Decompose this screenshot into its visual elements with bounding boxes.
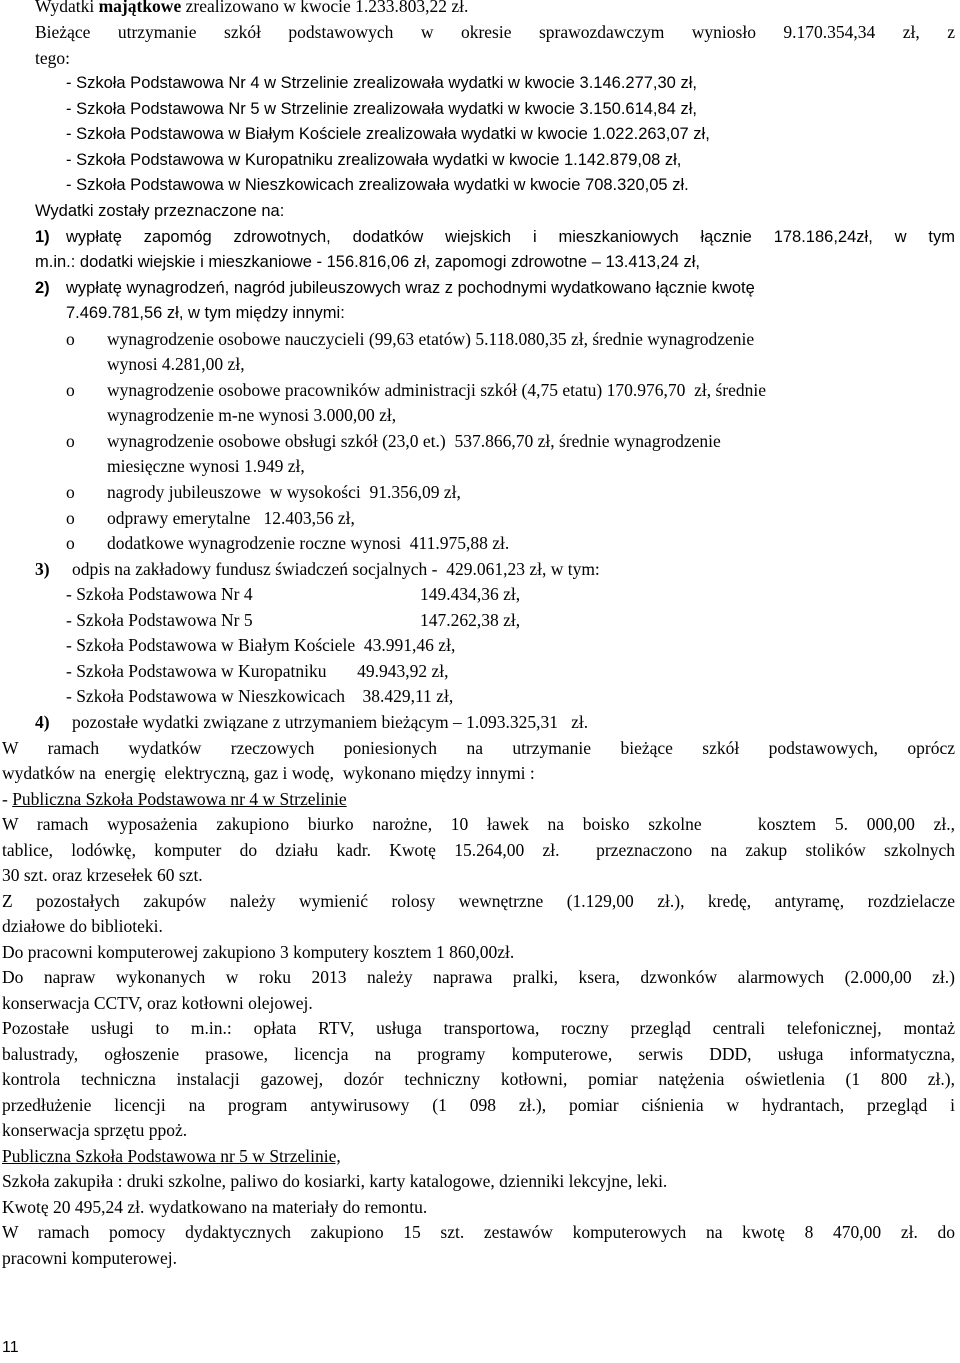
majatkowe-line (35, 0, 468, 19)
bullet-text: miesięczne wynosi 1.949 zł, (107, 456, 305, 476)
list-item-text: odpis na zakładowy fundusz świadczeń socjalnych - 429.061,23 zł, w tym: (72, 559, 600, 579)
school-amount: 147.262,38 zł, (420, 610, 521, 630)
bullet-text: dodatkowe wynagrodzenie roczne wynosi 411.975,88 zł. (107, 533, 510, 553)
page-number: 11 (2, 1339, 19, 1356)
paragraph-line: pracowni komputerowej. (2, 1248, 177, 1268)
paragraph-line: Kwotę 20 495,24 zł. wydatkowano na materiały do remontu. (2, 1197, 428, 1217)
paragraph-line: W ramach wyposażenia zakupiono biurko narożne, 10 ławek na boisko szkolne kosztem 5. 000,00 zł., (2, 814, 955, 834)
list-item-text: 7.469.781,56 zł, w tym między innymi: (66, 304, 345, 322)
bullet-icon: o (66, 431, 75, 451)
school-item: - Szkoła Podstawowa w Kuropatniku zrealizowała wydatki w kwocie 1.142.879,08 zł, (66, 151, 682, 169)
school-heading: Publiczna Szkoła Podstawowa nr 5 w Strzelinie, (2, 1146, 341, 1166)
bullet-text: odprawy emerytalne 12.403,56 zł, (107, 508, 355, 528)
paragraph-line: W ramach pomocy dydaktycznych zakupiono 15 szt. zestawów komputerowych na kwotę 8 470,00 zł. do (2, 1222, 955, 1242)
bullet-icon: o (66, 482, 75, 502)
total-current-line: Bieżące utrzymanie szkół podstawowych w okresie sprawozdawczym wyniosło 9.170.354,34 zł, z (35, 22, 955, 42)
paragraph-line: W ramach wydatków rzeczowych poniesionych na utrzymanie bieżące szkół podstawowych, oprócz (2, 738, 955, 758)
school-item: - Szkoła Podstawowa w Nieszkowicach zrealizowała wydatki w kwocie 708.320,05 zł. (66, 176, 689, 194)
bullet-text: wynagrodzenie osobowe pracowników administracji szkół (4,75 etatu) 170.976,70 zł, średnie (107, 380, 766, 400)
paragraph-line: Z pozostałych zakupów należy wymienić rolosy wewnętrzne (1.129,00 zł.), kredę, antyramę, rozdzielacze (2, 891, 955, 911)
bullet-text: wynagrodzenie osobowe obsługi szkół (23,0 et.) 537.866,70 zł, średnie wynagrodzenie (107, 431, 721, 451)
paragraph-line: kontrola techniczna instalacji gazowej, dozór techniczny kotłowni, pomiar natężenia oświetlenia (1 800 zł.), (2, 1069, 955, 1089)
bold-text: majątkowe (98, 0, 182, 16)
paragraph-line: konserwacja sprzętu ppoż. (2, 1120, 188, 1140)
school-item: - Szkoła Podstawowa w Białym Kościele 43.991,46 zł, (66, 635, 456, 655)
school-item: - Szkoła Podstawowa w Kuropatniku 49.943,92 zł, (66, 661, 449, 681)
school-heading (2, 787, 347, 812)
list-number: 3) (35, 559, 50, 579)
school-name: - Szkoła Podstawowa Nr 4 (66, 584, 253, 604)
bullet-text: wynagrodzenie m-ne wynosi 3.000,00 zł, (107, 405, 397, 425)
school-item: - Szkoła Podstawowa Nr 4 w Strzelinie zrealizowała wydatki w kwocie 3.146.277,30 zł, (66, 74, 697, 92)
text-line: tego: (35, 48, 70, 68)
paragraph-line: tablice, lodówkę, komputer do działu kadr. Kwotę 15.264,00 zł. przeznaczono na zakup stolików szkolnych (2, 840, 955, 860)
text: Wydatki (35, 0, 99, 16)
bullet-icon: o (66, 329, 75, 349)
bullet-icon: o (66, 380, 75, 400)
paragraph-line: Pozostałe usługi to m.in.: opłata RTV, usługa transportowa, roczny przegląd centrali telefonicznej, montaż (2, 1018, 955, 1038)
list-item-text: wypłatę zapomóg zdrowotnych, dodatków wiejskich i mieszkaniowych łącznie 178.186,24zł, w tym (66, 228, 955, 246)
list-number: 2) (35, 279, 50, 297)
school-item: - Szkoła Podstawowa Nr 5 w Strzelinie zrealizowała wydatki w kwocie 3.150.614,84 zł, (66, 100, 697, 118)
bullet-icon: o (66, 508, 75, 528)
school-item: - Szkoła Podstawowa w Białym Kościele zrealizowała wydatki w kwocie 1.022.263,07 zł, (66, 125, 710, 143)
bullet-icon: o (66, 533, 75, 553)
bullet-text: nagrody jubileuszowe w wysokości 91.356,09 zł, (107, 482, 461, 502)
school-item: - Szkoła Podstawowa w Nieszkowicach 38.429,11 zł, (66, 686, 454, 706)
text: zrealizowano w kwocie 1.233.803,22 zł. (181, 0, 469, 16)
paragraph-line: Do napraw wykonanych w roku 2013 należy naprawa pralki, ksera, dzwonków alarmowych (2.000,00 zł.) (2, 967, 955, 987)
school-amount: 149.434,36 zł, (420, 584, 521, 604)
bullet-text: wynagrodzenie osobowe nauczycieli (99,63 etatów) 5.118.080,35 zł, średnie wynagrodzenie (107, 329, 755, 349)
paragraph-line: wydatków na energię elektryczną, gaz i wodę, wykonano między innymi : (2, 763, 535, 783)
paragraph-line: przedłużenie licencji na program antywirusowy (1 098 zł.), pomiar ciśnienia w hydrantach, przegląd i (2, 1095, 955, 1115)
list-item-text: m.in.: dodatki wiejskie i mieszkaniowe - 156.816,06 zł, zapomogi zdrowotne – 13.413,24 zł, (35, 253, 700, 271)
list-item-text: pozostałe wydatki związane z utrzymaniem bieżącym – 1.093.325,31 zł. (72, 712, 589, 732)
list-number: 4) (35, 712, 50, 732)
list-item-text: wypłatę wynagrodzeń, nagród jubileuszowych wraz z pochodnymi wydatkowano łącznie kwotę (66, 279, 755, 297)
paragraph-line: działowe do biblioteki. (2, 916, 163, 936)
section-intro: Wydatki zostały przeznaczone na: (35, 202, 285, 220)
paragraph-line: 30 szt. oraz krzesełek 60 szt. (2, 865, 203, 885)
list-number: 1) (35, 228, 50, 246)
paragraph-line: Do pracowni komputerowej zakupiono 3 komputery kosztem 1 860,00zł. (2, 942, 515, 962)
paragraph-line: Szkoła zakupiła : druki szkolne, paliwo do kosiarki, karty katalogowe, dzienniki lekcyjne, leki. (2, 1171, 668, 1191)
dash: - (2, 789, 13, 809)
bullet-text: wynosi 4.281,00 zł, (107, 354, 245, 374)
heading-text: Publiczna Szkoła Podstawowa nr 4 w Strzelinie (12, 789, 347, 809)
school-name: - Szkoła Podstawowa Nr 5 (66, 610, 253, 630)
paragraph-line: balustrady, ogłoszenie prasowe, licencja na programy komputerowe, serwis DDD, usługa informatyczna, (2, 1044, 955, 1064)
paragraph-line: konserwacja CCTV, oraz kotłowni olejowej. (2, 993, 313, 1013)
